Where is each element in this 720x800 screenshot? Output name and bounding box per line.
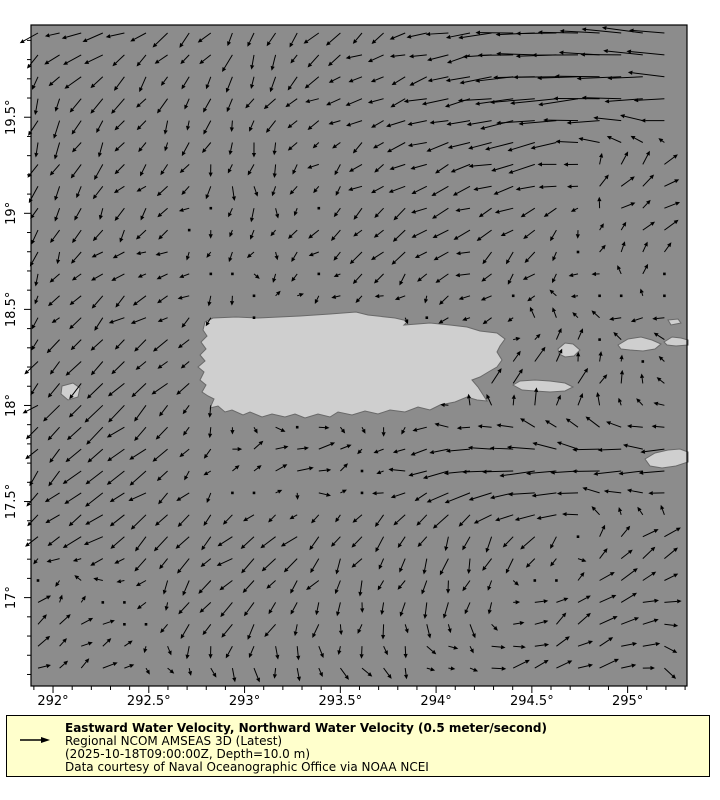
y-tick-label: 17.5°	[4, 483, 19, 520]
legend-text	[65, 716, 547, 774]
legend-dataset: Regional NCOM AMSEAS 3D (Latest)	[65, 733, 283, 748]
x-tick-label: 294°	[420, 694, 452, 709]
x-tick-label: 295°	[611, 694, 644, 709]
legend-title: Eastward Water Velocity, Northward Water Velocity (0.5 meter/second)	[65, 721, 547, 735]
legend-time-depth: (2025-10-18T09:00:00Z, Depth=10.0 m)	[65, 746, 311, 761]
x-tick-label: 293°	[228, 694, 261, 709]
legend-box	[6, 715, 710, 777]
legend-credit: Data courtesy of Naval Oceanographic Office via NOAA NCEI	[65, 759, 429, 774]
x-tick-label: 292°	[37, 694, 69, 709]
x-tick-label: 292.5°	[126, 694, 171, 709]
x-tick-label: 293.5°	[318, 694, 363, 709]
x-tick-label: 294.5°	[509, 694, 554, 709]
y-tick-label: 17°	[4, 586, 19, 610]
y-tick-label: 18.5°	[4, 291, 19, 328]
y-tick-label: 19.5°	[4, 99, 19, 135]
reference-arrow-icon	[7, 716, 65, 749]
y-tick-label: 19°	[4, 201, 19, 225]
y-tick-label: 18°	[4, 393, 19, 417]
